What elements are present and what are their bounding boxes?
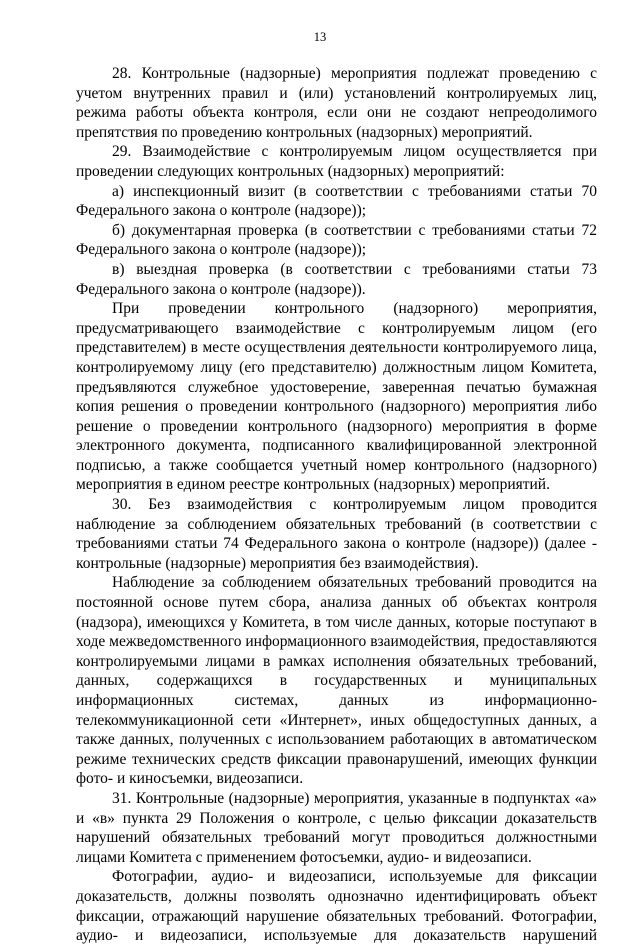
paragraph-29-item-v: в) выездная проверка (в соответствии с требованиями статьи 73 Федерального закона о контроле (надзоре)).	[76, 260, 597, 298]
paragraph-29-item-a: а) инспекционный визит (в соответствии с требованиями статьи 70 Федерального закона о контроле (надзоре));	[76, 182, 597, 220]
paragraph-29-item-b: б) документарная проверка (в соответствии с требованиями статьи 72 Федерального закона о контроле (надзоре));	[76, 221, 597, 259]
paragraph-photo-evidence: Фотографии, аудио- и видеозаписи, используемые для фиксации доказательств, должны позволять однозначно идентифицировать объект фиксации, отражающий нарушение обязательных требований. Фотографии, аудио- и видеозаписи, используемые для доказательств нарушений	[76, 868, 597, 945]
page-number: 13	[313, 30, 327, 44]
document-body	[76, 64, 597, 946]
paragraph-29: 29. Взаимодействие с контролируемым лицом осуществляется при проведении следующих контрольных (надзорных) мероприятий:	[76, 143, 597, 180]
paragraph-28: 28. Контрольные (надзорные) мероприятия подлежат проведению с учетом внутренних правил и (или) установлений контролируемых лиц, режима работы объекта контроля, если они не создают непреодолимого препятствия по проведению контрольных (надзорных) мероприятий.	[76, 65, 597, 141]
paragraph-31: 31. Контрольные (надзорные) мероприятия, указанные в подпунктах «а» и «в» пункта 29 Положения о контроле, с целью фиксации доказательств нарушений обязательных требований могут проводиться должностными лицами Комитета с применением фотосъемки, аудио- и видеозаписи.	[76, 789, 597, 866]
paragraph-observation: Наблюдение за соблюдением обязательных требований проводится на постоянной основе путем сбора, анализа данных об объектах контроля (надзора), имеющихся у Комитета, в том числе данных, которые поступают в ходе межведомственного информационного взаимодействия, предоставляются контролируемыми лицами в рамках исполнения обязательных требований, данных, содержащихся в государственных и муниципальных информационных системах, данных из информационно-телекоммуникационной сети «Интернет», иных общедоступных данных, а также данных, полученных с использованием работающих в автоматическом режиме технических средств фиксации правонарушений, имеющих функции фото- и киносъемки, видеозаписи.	[76, 574, 597, 788]
paragraph-interaction-procedure: При проведении контрольного (надзорного) мероприятия, предусматривающего взаимодействие с контролируемым лицом (его представителем) в месте осуществления деятельности контролируемого лица, контролируемому лицу (его представителю) должностным лицом Комитета, предъявляются служебное удостоверение, заверенная печатью бумажная копия решения о проведении контрольного (надзорного) мероприятия либо решение о проведении контрольного (надзорного) мероприятия в форме электронного документа, подписанного квалифицированной электронной подписью, а также сообщается учетный номер контрольного (надзорного) мероприятия в едином реестре контрольных (надзорных) мероприятий.	[76, 300, 597, 494]
paragraph-30: 30. Без взаимодействия с контролируемым лицом проводится наблюдение за соблюдением обязательных требований (в соответствии с требованиями статьи 74 Федерального закона о контроле (надзоре)) (далее - контрольные (надзорные) мероприятия без взаимодействия).	[76, 496, 597, 572]
